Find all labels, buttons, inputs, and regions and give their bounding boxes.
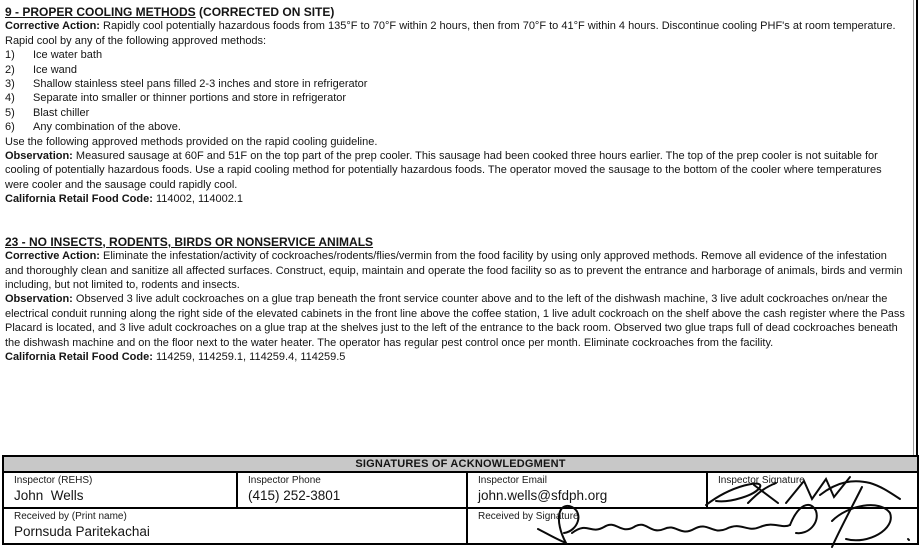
section-heading-suffix: (CORRECTED ON SITE) (199, 5, 335, 19)
inspector-phone-value: (415) 252-3801 (248, 488, 341, 503)
corrective-action-label: Corrective Action: (5, 250, 100, 263)
page-edge-line (916, 0, 918, 455)
inspector-name-label: Inspector (REHS) (14, 475, 93, 486)
received-signature-cell (468, 509, 917, 543)
list-item: 6) Any combination of the above. (5, 121, 181, 134)
list-item: 3) Shallow stainless steel pans filled 2-3 inches and store in refrigerator (5, 78, 368, 91)
food-code-line (5, 192, 907, 206)
list-item: 2) Ice wand (5, 63, 78, 76)
food-code-values: 114259, 114259.1, 114259.4, 114259.5 (155, 350, 346, 363)
signatures-table (2, 455, 919, 545)
signatures-row-inspector (4, 473, 917, 509)
inspector-signature-label: Inspector Signature (718, 475, 805, 486)
list-item: 5) Blast chiller (5, 106, 90, 119)
inspector-signature-cell (708, 473, 917, 507)
corrective-action-text: Rapidly cool potentially hazardous foods from 135°F to 70°F within 2 hours, then from 70°F to 41°F within 4 hours. Discontinue cooling PHF's at room temperature. (103, 20, 896, 33)
violation-section-23 (5, 235, 907, 365)
food-code-label: California Retail Food Code: (5, 193, 153, 206)
corrective-action-paragraph (5, 19, 907, 33)
inspector-email-value: john.wells@sfdph.org (478, 488, 608, 503)
page-edge-line-soft (913, 0, 914, 455)
food-code-values: 114002, 114002.1 (155, 193, 244, 206)
observation-paragraph (5, 149, 907, 192)
inspector-email-cell (468, 473, 708, 507)
observation-text: Measured sausage at 60F and 51F on the top part of the prep cooler. This sausage had been cooked three hours earlier. The top of the prep cooler is not suitable for cooling of potentially hazardous foods. Use a rapid cooling method for potentially hazardous foods. The operator moved the sausage to the bottom of the cooler where temperatures were cooler and the sausage could rapidly cool. (5, 150, 882, 191)
inspector-name-value: John Wells (14, 488, 84, 503)
observation-paragraph (5, 292, 907, 350)
received-by-value: Pornsuda Paritekachai (14, 524, 150, 539)
received-signature-label: Received by Signature (478, 511, 579, 522)
section-heading (5, 5, 907, 19)
received-by-label: Received by (Print name) (14, 511, 127, 522)
inspector-phone-label: Inspector Phone (248, 475, 321, 486)
signatures-row-received (4, 509, 917, 543)
section-heading-title: 9 - PROPER COOLING METHODS (5, 5, 196, 19)
violation-section-9 (5, 5, 907, 207)
inspector-name-cell (4, 473, 238, 507)
food-code-line (5, 350, 907, 364)
corrective-action-label: Corrective Action: (5, 20, 100, 33)
list-item: 1) Ice water bath (5, 49, 103, 62)
observation-label: Observation: (5, 150, 73, 163)
corrective-action-text: Eliminate the infestation/activity of cockroaches/rodents/flies/vermin from the food facility by using only approved methods. Remove all evidence of the infestation and thoroughly clean and sanitize all affected surfaces. Construct, equip, maintain and operate the food facility so as to prevent the entrance and harborage of animals, birds and vermin including, but not limited to, rodents and insects. (5, 250, 903, 291)
section-heading-title: 23 - NO INSECTS, RODENTS, BIRDS OR NONSERVICE ANIMALS (5, 234, 374, 249)
section-heading (5, 235, 907, 249)
inspector-email-label: Inspector Email (478, 475, 547, 486)
received-by-cell (4, 509, 468, 543)
methods-intro: Rapid cool by any of the following approved methods: (5, 34, 267, 47)
report-body (5, 5, 907, 364)
list-item: 4) Separate into smaller or thinner portions and store in refrigerator (5, 92, 347, 105)
food-code-label: California Retail Food Code: (5, 350, 153, 363)
signatures-table-title: SIGNATURES OF ACKNOWLEDGMENT (4, 457, 917, 473)
corrective-action-paragraph (5, 249, 907, 292)
observation-label: Observation: (5, 293, 73, 306)
observation-text: Observed 3 live adult cockroaches on a glue trap beneath the front service counter above and to the left of the dishwash machine, 3 live adult cockroaches on/near the electrical conduit running along the right side of the elevated cabinets in the front line above the coffee station, 1 live adult cockroach on the shelf above the cash register where the Pass Placard is located, and 3 live adult cockroaches on a glue trap at the shelves just to the left of the entrance to the back room. Observed two glue traps full of dead cockroaches beneath the dishwash machine and on the floor next to the water heater. The operator has regular pest control once per month. Eliminate cockroaches from the facility. (5, 293, 905, 349)
inspector-phone-cell (238, 473, 468, 507)
methods-outro: Use the following approved methods provided on the rapid cooling guideline. (5, 135, 378, 148)
